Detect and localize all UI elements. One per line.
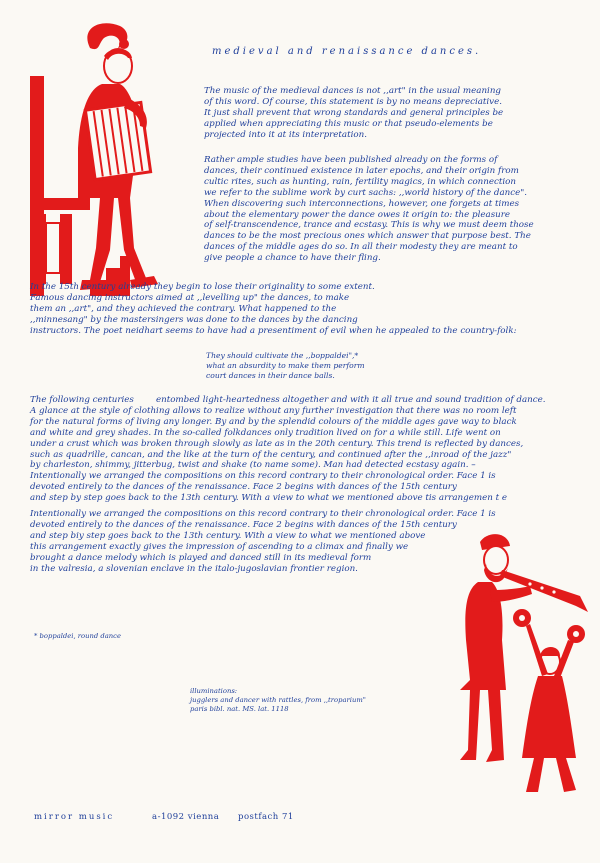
paragraph-1: The music of the medieval dances is not ,,art" in the usual meaning of this word. Of course, this statement is by no means depreciative. It just shall prevent that wrong standards and general principles be applied when appreciating this music or that pseudo-elements be projected into it at its interpretation. bbox=[204, 86, 504, 140]
player-leg-left bbox=[460, 690, 480, 760]
paragraph-4: The following centuries entombed light-heartedness altogether and with it all true and sound tradition of dance. A glance at the style of clothing allows to realize without any further investigation that there was no room left for the natural forms of living any longer. By and by the splendid colours of the middle ages gave way to black and white and grey shades. In the so-called folkdances only tradition lived on for a while still. Life went on under a crust which was broken through slowly as late as in the 20th century. This trend is reflected by dances, such as quadrille, cancan, and the like at the turn of the century, and continued after the ,,inroad of the jazz" by charleston, shimmy, jitterbug, twist and shake (to name some). Man had detected ecstasy again. – Intentionally we arranged the compositions on this record contrary to their chronological order. Face 1 is devoted entirely to the dances of the renaissance. Face 2 begins with dances of the 15th century and step by step goes back to the 13th century. With a view to what we mentioned above tis arrangemen t e bbox=[30, 395, 546, 504]
chair-leg bbox=[34, 214, 46, 284]
page-title: medieval and renaissance dances. bbox=[212, 46, 482, 57]
chair-window bbox=[46, 223, 60, 273]
chair-seat bbox=[30, 198, 90, 210]
paragraph-3 bbox=[30, 282, 517, 337]
illuminations-caption: illuminations: jugglers and dancer with rattles, from ,,troparium" paris bibl. nat. MS. lat. 1118 bbox=[190, 687, 366, 713]
quote: They should cultivate the ,,boppaldei",* what an absurdity to make them perform court dances in their dance balls. bbox=[206, 351, 365, 380]
dancer-hair bbox=[540, 647, 560, 656]
juggler-with-zither-illustration bbox=[20, 18, 200, 298]
hat-ball bbox=[119, 39, 129, 49]
footnote: * boppaldei, round dance bbox=[34, 632, 122, 640]
flute-player-and-dancer-illustration bbox=[430, 530, 600, 810]
chair-leg-2 bbox=[60, 214, 72, 284]
footer-address: a-1092 vienna bbox=[152, 812, 220, 822]
footer-label: mirror music bbox=[34, 812, 115, 822]
dancer-leg-right bbox=[556, 758, 576, 792]
paragraph-5: Intentionally we arranged the compositions on this record contrary to their chronological order. Face 1 is devoted entirely to the dances of the renaissance. Face 2 begins with dances of the 15th century and step biy step goes back to the 13th century. With a view to what we mentioned above this arrangement exactly gives the impression of ascending to a climax and finally we brought a dance melody which is played and danced still in its medieval form in the valresia, a slovenian enclave in the italo-jugoslavian frontier region. bbox=[30, 509, 496, 574]
dancer-leg-left bbox=[526, 758, 544, 792]
paragraph-3-text: In the 15th century already they begin to lose their originality to some extent. Famous dancing instructors aimed at ,,levelling up" the dances, to make them an ,,art", and they achieved the contrary. What happened to the ,,minnesang" by the mastersingers was done to the dances by the dancing instructors. The poet neidhart seems to have had a presentiment of evil when he appealed to the country-folk: bbox=[30, 282, 517, 336]
footer-postbox: postfach 71 bbox=[238, 812, 294, 822]
paragraph-2: Rather ample studies have been published already on the forms of dances, their continued existence in later epochs, and their origin from cultic rites, such as hunting, rain, fertility magics, in which connection we refer to the sublime work by curt sachs: ,,world history of the dance". When discovering such interconnections, however, one forgets at times about the elementary power the dance owes it origin to: the pleasure of self-transcendence, trance and ecstasy. This is why we must deem those dances to be the most precious ones which answer that purpose best. The dances of the middle ages do so. In all their modesty they are meant to give people a chance to have their fling. bbox=[204, 155, 534, 264]
player-leg-right bbox=[486, 690, 504, 762]
dancer-dress bbox=[522, 676, 576, 758]
